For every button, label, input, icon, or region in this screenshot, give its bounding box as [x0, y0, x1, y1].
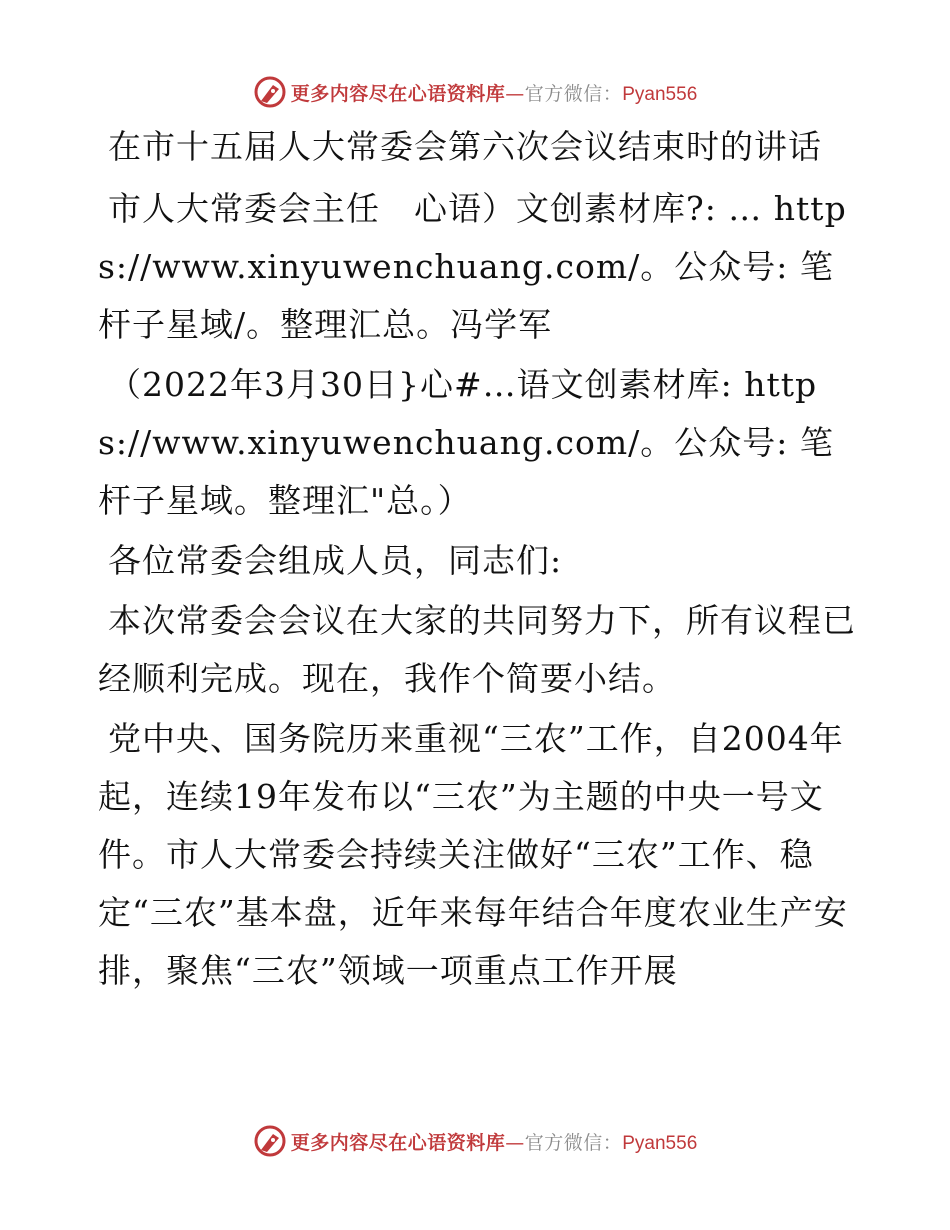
body-paragraph: 党中央、国务院历来重视“三农”工作，自2004年起，连续19年发布以“三农”为主题的中央一号文件。市人大常委会持续关注做好“三农”工作、稳定“三农”基本盘，近年来每年结合年度农业生产安排，聚焦“三农”领域一项重点工作开展 — [98, 719, 848, 990]
banner-main-text: 更多内容尽在心语资料库 — [290, 82, 506, 105]
banner-wechat-handle: Pyan556 — [622, 83, 698, 105]
salutation: 各位常委会组成人员，同志们: — [108, 541, 563, 580]
speaker-line: 市人大常委会主任 心语）文创素材库?: … https://www.xinyuwenchuang.com/。公众号: 笔杆子星域/。整理汇总。冯学军 — [98, 189, 847, 344]
header-banner — [0, 72, 950, 112]
banner-wechat-label: 官方微信： — [524, 1131, 623, 1154]
banner-text — [291, 79, 698, 106]
banner-dash: — — [505, 82, 525, 105]
banner-dash: — — [505, 1131, 525, 1154]
banner-wechat-label: 官方微信： — [524, 82, 623, 105]
footer-banner — [0, 1121, 950, 1161]
body-paragraph: 本次常委会会议在大家的共同努力下，所有议程已经顺利完成。现在，我作个简要小结。 — [98, 601, 856, 698]
date-line: （2022年3月30日}心#…语文创素材库: https://www.xinyuwenchuang.com/。公众号: 笔杆子星域。整理汇"总。） — [98, 365, 834, 520]
document-body — [98, 118, 858, 1002]
pen-nib-logo-icon — [253, 1124, 287, 1158]
banner-main-text: 更多内容尽在心语资料库 — [290, 1131, 506, 1154]
banner-wechat-handle: Pyan556 — [622, 1132, 698, 1154]
pen-nib-logo-icon — [253, 75, 287, 109]
document-title: 在市十五届人大常委会第六次会议结束时的讲话 — [108, 127, 822, 166]
banner-text — [291, 1128, 698, 1155]
